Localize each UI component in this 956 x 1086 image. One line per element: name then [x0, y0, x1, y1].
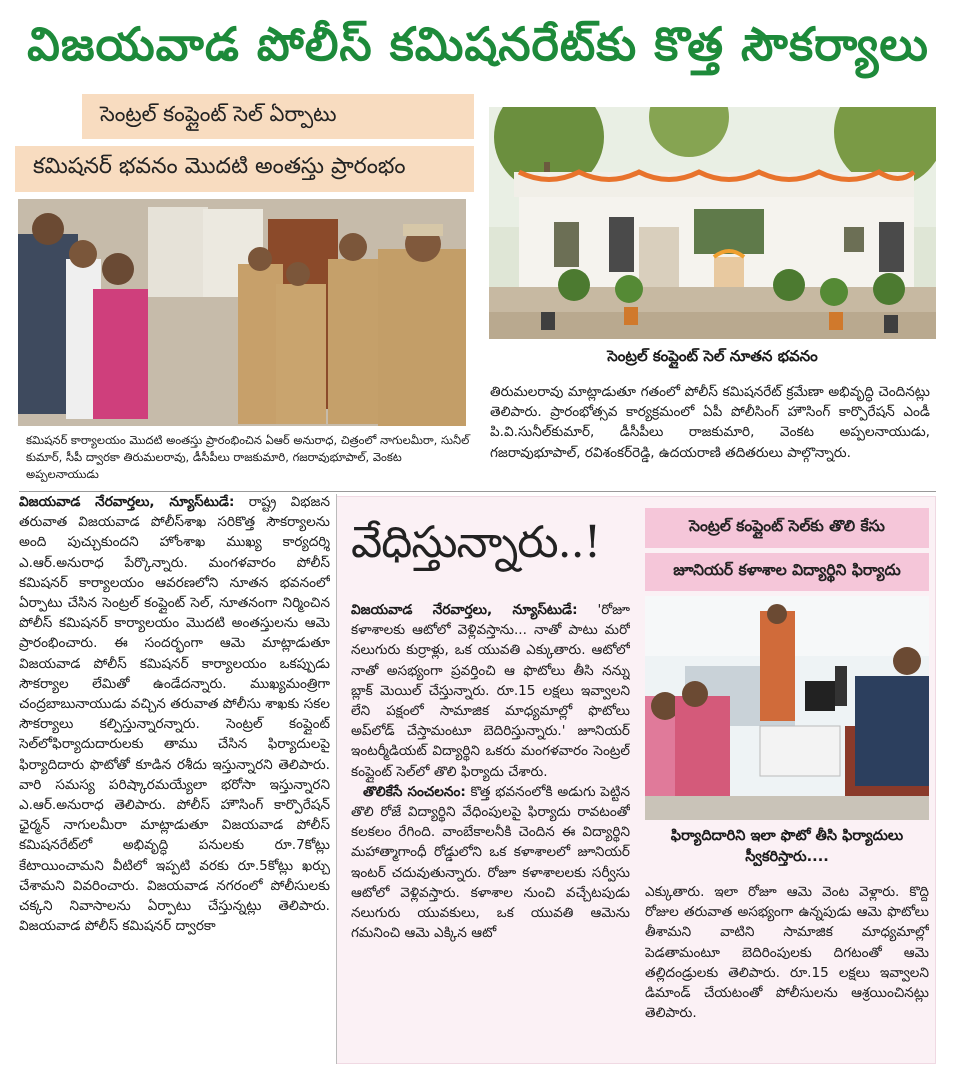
subhead-commissioner-building: కమిషనర్ భవనం మొదటి అంతస్తు ప్రారంభం — [15, 146, 474, 192]
photo-left-caption: కమిషనర్ కార్యాలయం మొదటి అంతస్తు ప్రారంభించిన ఏఆర్ అనురాధ, చిత్రంలో నాగులమీరా, సునీల్ కుమార్, సీపీ ద్వారకా తిరుమలరావు, డీసీపీలు రాజకుమారి, గజరావుభూపాల్, వెంకట అప్పలనాయుడు — [26, 433, 470, 481]
right-top-text: తిరుమలరావు మాట్లాడుతూ గతంలో పోలీస్ కమిషనరేట్ క్రమేణా అభివృద్ధి చెందినట్లు తెలిపారు. ప్రారంభోత్సవ కార్యక్రమంలో ఏపీ పోలీసింగ్ హౌసింగ్ కార్పొరేషన్ ఎండీ పి.వి.సునీల్‌కుమార్, డీసీపీలు రాజకుమారి, వెంకట అప్పలనాయుడు, గజరావుభూపాల్, రవిశంకర్‌రెడ్డి, ఉదయరాణి తదితరులు పాల్గొన్నారు. — [490, 384, 930, 461]
photo-right-caption: సెంట్రల్ కంప్లైంట్ సెల్ నూతన భవనం — [607, 347, 818, 365]
photo-complaint-desk — [645, 596, 929, 820]
bottom-right-text: ఎక్కుతారు. ఇలా రోజూ ఆమె వెంట వెళ్లారు. కొద్ది రోజుల తరువాత అసభ్యంగా ఉన్నపుడు ఆమె ఫొటోలు తీశామని వాటిని సామాజిక మాధ్యమాల్లో పెడతామంటూ బెదిరింపులకు దిగటంతో ఆమె తల్లిదండ్రులకు తెలిపారు. రూ.15 లక్షలు ఇవ్వాలని డిమాండ్ చేయటంతో పోలీసులను ఆశ్రయించినట్లు తెలిపారు. — [645, 884, 929, 1022]
photo-bottom-caption: ఫిర్యాదిదారిని ఇలా ఫొటో తీసి ఫిర్యాదులు స్వీకరిస్తారు.... — [670, 828, 904, 865]
photo-complaint-cell-building — [489, 107, 936, 339]
left-article — [19, 492, 330, 1062]
box-title: వేధిస్తున్నారు..! — [351, 517, 601, 568]
pink-head-first-case: సెంట్రల్ కంప్లైంట్ సెల్‌కు తొలి కేసు — [645, 508, 929, 548]
pink-head-student-complaint: జూనియర్ కళాశాల విద్యార్థిని ఫిర్యాదు — [645, 553, 929, 591]
headline: విజయవాడ పోలీస్ కమిషనరేట్‌కు కొత్త సౌకర్యాలు — [27, 17, 929, 71]
divider-vertical — [336, 494, 337, 1064]
left-article-dateline: విజయవాడ నేరవార్తలు, న్యూస్‌టుడే: — [19, 494, 235, 510]
mid-article-dateline: విజయవాడ నేరవార్తలు, న్యూస్‌టుడే: — [351, 602, 578, 618]
left-article-body: రాష్ట్ర విభజన తరువాత విజయవాడ పోలీస్‌శాఖ సరికొత్త సౌకర్యాలను అంది పుచ్చుకుందని హోంశాఖ ముఖ్య కార్యదర్శి ఎ.ఆర్.అనురాధ పేర్కొన్నారు. మంగళవారం పోలీస్ కమిషనర్ కార్యాలయం ఆవరణలోని నూతన భవనంలో ఏర్పాటు చేసిన సెంట్రల్ కంప్లైంట్ సెల్, నూతనంగా నిర్మించిన పోలీస్ కమిషనర్ కార్యాలయం మొదటి అంతస్తులను ఆమె ప్రారంభించారు. ఈ సందర్భంగా ఆమె మాట్లాడుతూ విజయవాడ పోలీస్ కమిషనర్ కార్యాలయం ఒకప్పుడు సౌకర్యాల లేమితో ఉండేదన్నారు. ముఖ్యమంత్రిగా చంద్రబాబునాయుడు వచ్చిన తరువాత పోలీసు శాఖకు సకల సౌకర్యాలు కల్పిస్తున్నారన్నారు. సెంట్రల్ కంప్లైంట్ సెల్‌లోఫిర్యాదుదారులకు తాము చేసిన ఫిర్యాదులపై ఫిర్యాదిదారు ఫొటోతో కూడిన రశీదు ఇస్తున్నారని తెలిపారు. వారి సమస్య పరిష్కారమయ్యేలా భరోసా ఇస్తున్నారని ఎ.ఆర్.అనురాధ తెలిపారు. పోలీస్ హౌసింగ్ కార్పొరేషన్ ఛైర్మన్ నాగులమీరా మాట్లాడుతూ విజయవాడ పోలీస్ కమిషనరేట్‌లో అభివృద్ధి పనులకు రూ.7కోట్లు కేటాయించామని వీటిలో ఇప్పటి వరకు రూ.5కోట్లు ఖర్చు చేశామని వివరించారు. విజయవాడ నగరంలో పోలీసులకు చక్కని నివాసాలను ఏర్పాటు చేస్తున్నట్లు తెలిపారు. విజయవాడ పోలీస్ కమిషనర్ ద్వారకా — [19, 494, 330, 935]
subhead-complaint-cell: సెంట్రల్ కంప్లైంట్ సెల్ ఏర్పాటు — [82, 94, 474, 139]
mid-article-body2: కొత్త భవనంలోకి అడుగు పెట్టిన తొలి రోజే విద్యార్థిని వేధింపులపై ఫిర్యాదు రావటంతో కలకలం రేగింది. వాంబేకాలనీకి చెందిన ఈ విద్యార్థిని మహాత్మాగాంధీ రోడ్డులోని ఒక కళాశాలలో జూనియర్ ఇంటర్ చదువుతున్నారు. రోజూ కళాశాలలకు సర్వీసు ఆటోలో వెళ్లివస్తారు. కళాశాల నుంచి వచ్చేటపుడు నలుగురు యువకులు, ఒక యువతి ఆమెను గమనించి ఆమె ఎక్కిన ఆటో — [351, 783, 630, 942]
mid-article-body1: 'రోజూ కళాశాలకు ఆటోలో వెళ్లివస్తాను... నాతో పాటు మరో నలుగురు కుర్రాళ్లు, ఒక యువతి ఎక్కుతారు. ఆటోలో నాతో అసభ్యంగా ప్రవర్తించి ఆ ఫొటోలు తీసి నన్ను బ్లాక్ మెయిల్ చేస్తున్నారు. రూ.15 లక్షలు ఇవ్వాలని లేని పక్షంలో సామాజిక మాధ్యమాల్లో ఫొటోలు అప్‌లోడ్ చేస్తామంటూ బెదిరిస్తున్నారు.' జూనియర్ ఇంటర్మీడియట్ విద్యార్థిని ఒకరు మంగళవారం సెంట్రల్ కంప్లైంట్ సెల్‌లో తొలి ఫిర్యాదు చేశారు. — [351, 602, 630, 780]
mid-article — [351, 600, 630, 1058]
mid-article-subhead: తొలికేసే సంచలనం: — [363, 783, 466, 800]
photo-inauguration — [18, 199, 466, 426]
